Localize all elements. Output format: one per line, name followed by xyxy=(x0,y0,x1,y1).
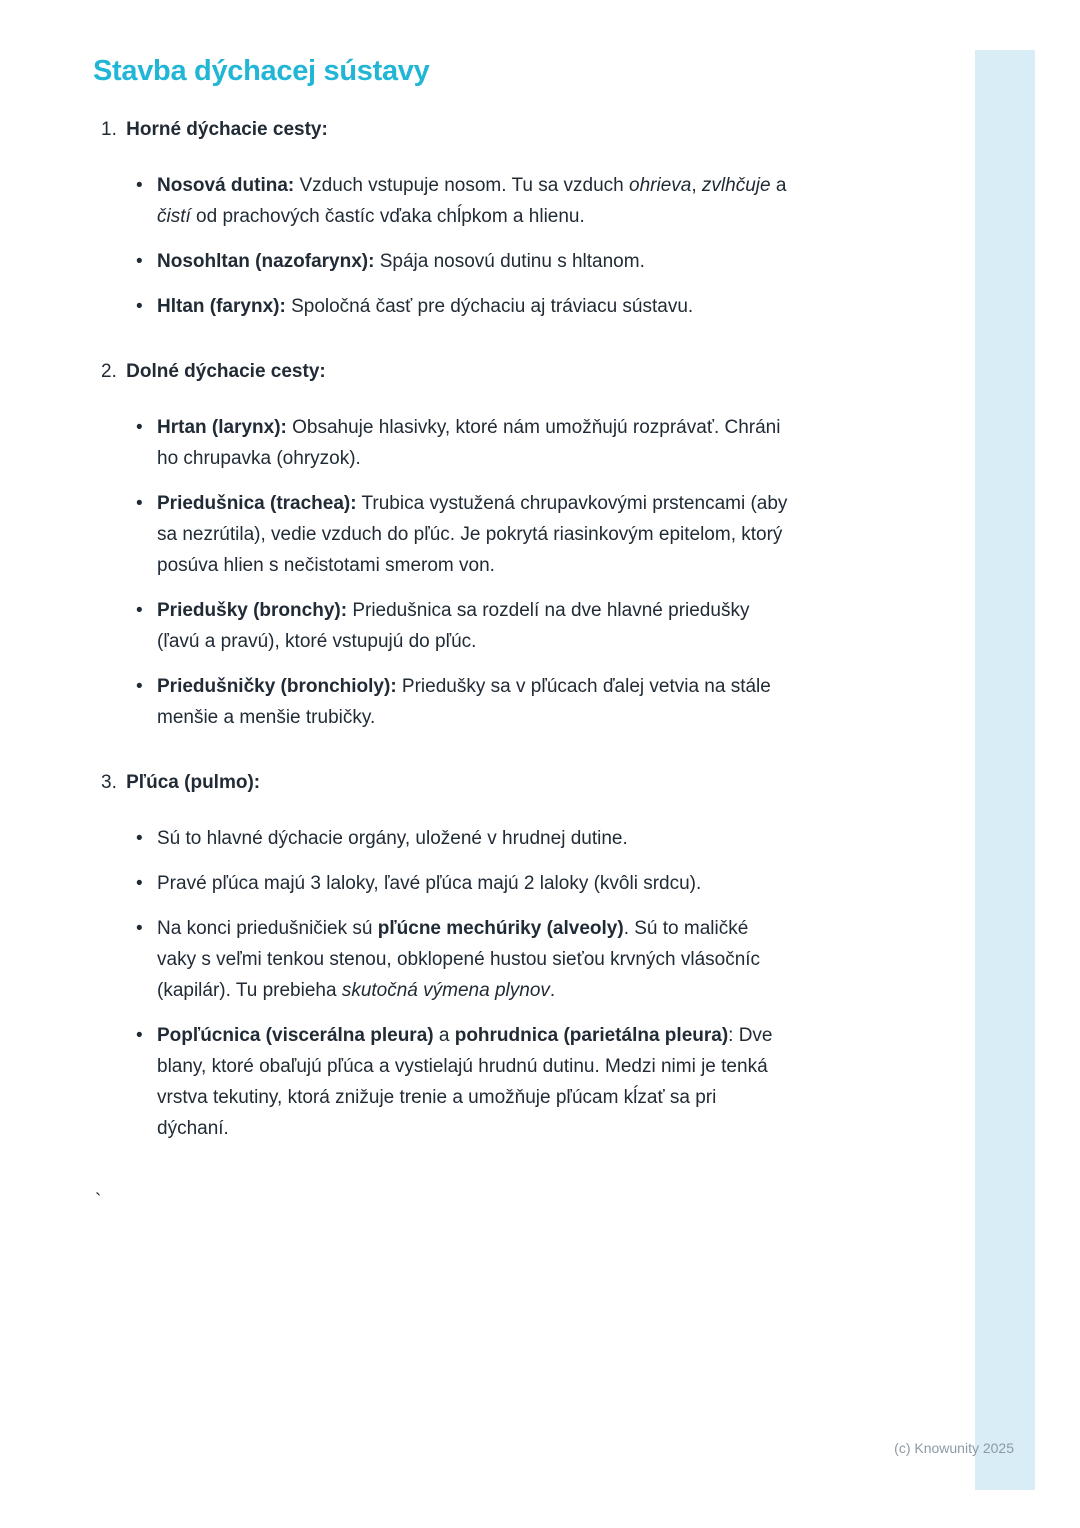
section-number: 3. xyxy=(101,772,123,793)
text-segment: od prachových častíc vďaka chĺpkom a hlienu. xyxy=(190,206,585,227)
section xyxy=(93,356,790,733)
section-number: 2. xyxy=(101,361,123,382)
text-segment: Spoločná časť pre dýchaciu aj tráviacu sústavu. xyxy=(285,296,694,317)
section-number: 1. xyxy=(101,119,123,140)
list-item xyxy=(157,291,790,322)
text-segment: Vzduch vstupuje nosom. Tu sa vzduch xyxy=(294,175,630,196)
text-segment: čistí xyxy=(157,206,191,227)
text-segment: . Sú to maličké vaky s veľmi tenkou stenou, obklopené hustou sieťou krvných vlásočníc (kapilár). Tu prebieha xyxy=(157,918,761,1001)
list-item xyxy=(157,412,790,474)
bullet-list xyxy=(93,170,790,322)
text-segment: Trubica vystužená chrupavkovými prstencami (aby sa nezrútila), vedie vzduch do pľúc. Je pokrytá riasinkovým epitelom, ktorý posúva hlien s nečistotami smerom von. xyxy=(157,493,788,576)
text-segment: Priedušky (bronchy): xyxy=(157,600,348,621)
section xyxy=(93,767,790,1144)
section-heading-text: Horné dýchacie cesty: xyxy=(126,119,328,140)
list-item xyxy=(157,823,790,854)
list-item xyxy=(157,1020,790,1144)
list-item xyxy=(157,246,790,277)
text-segment: Popľúcnica (viscerálna pleura) xyxy=(157,1025,434,1046)
page-title: Stavba dýchacej sústavy xyxy=(93,55,430,87)
sections xyxy=(93,114,790,1144)
list-item xyxy=(157,868,790,899)
text-segment: Spája nosovú dutinu s hltanom. xyxy=(374,251,645,272)
stray-character: ` xyxy=(95,1191,102,1212)
text-segment: Pravé pľúca majú 3 laloky, ľavé pľúca majú 2 laloky (kvôli srdcu). xyxy=(157,873,702,894)
text-segment: pľúcne mechúriky (alveoly) xyxy=(377,918,624,939)
text-segment: Priedušnica (trachea): xyxy=(157,493,357,514)
section-heading-text: Pľúca (pulmo): xyxy=(126,772,261,793)
list-item xyxy=(157,671,790,733)
section-heading-text: Dolné dýchacie cesty: xyxy=(126,361,326,382)
page-margin-stripe xyxy=(975,50,1035,1490)
bullet-list xyxy=(93,823,790,1144)
text-segment: Hltan (farynx): xyxy=(157,296,286,317)
copyright-footer: (c) Knowunity 2025 xyxy=(894,1440,1014,1456)
text-segment: Priedušničky (bronchioly): xyxy=(157,676,397,697)
text-segment: Hrtan (larynx): xyxy=(157,417,287,438)
text-segment: a xyxy=(770,175,787,196)
text-segment: Priedušky sa v pľúcach ďalej vetvia na stále menšie a menšie trubičky. xyxy=(157,676,771,728)
text-segment: . xyxy=(549,980,556,1001)
text-segment: Nosohltan (nazofarynx): xyxy=(157,251,375,272)
section-heading xyxy=(93,114,790,145)
text-segment: , xyxy=(691,175,702,196)
text-segment: Sú to hlavné dýchacie orgány, uložené v hrudnej dutine. xyxy=(157,828,628,849)
list-item xyxy=(157,913,790,1006)
text-segment: Nosová dutina: xyxy=(157,175,295,196)
section-heading xyxy=(93,356,790,387)
text-segment: ohrieva xyxy=(629,175,692,196)
text-segment: zvlhčuje xyxy=(701,175,771,196)
bullet-list xyxy=(93,412,790,733)
text-segment: Priedušnica sa rozdelí na dve hlavné priedušky (ľavú a pravú), ktoré vstupujú do pľúc. xyxy=(157,600,750,652)
text-segment: pohrudnica (parietálna pleura) xyxy=(454,1025,729,1046)
text-segment: Obsahuje hlasivky, ktoré nám umožňujú rozprávať. Chráni ho chrupavka (ohryzok). xyxy=(157,417,781,469)
text-segment: Na konci priedušničiek sú xyxy=(157,918,378,939)
list-item xyxy=(157,170,790,232)
list-item xyxy=(157,595,790,657)
list-item xyxy=(157,488,790,581)
text-segment: skutočná výmena plynov xyxy=(341,980,550,1001)
text-segment: : Dve blany, ktoré obaľujú pľúca a vystielajú hrudnú dutinu. Medzi nimi je tenká vrstva tekutiny, ktorá znižuje trenie a umožňuje pľúcam kĺzať sa pri dýchaní. xyxy=(157,1025,773,1139)
text-segment: a xyxy=(433,1025,455,1046)
section-heading xyxy=(93,767,790,798)
section xyxy=(93,114,790,322)
